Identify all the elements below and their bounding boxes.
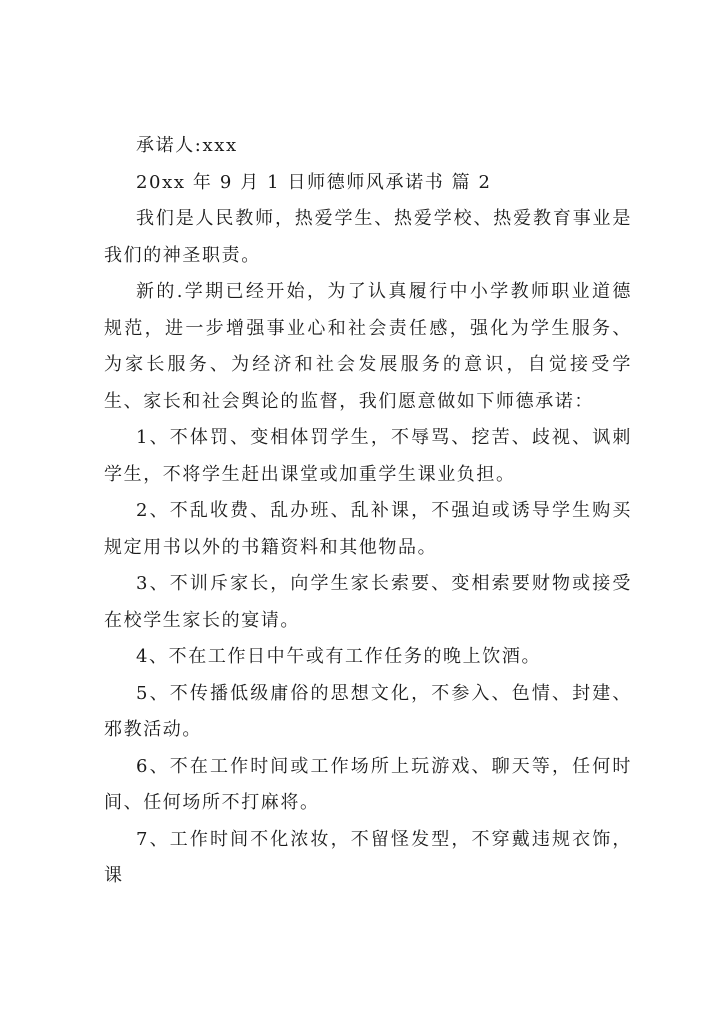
pledge-item-7: 7、工作时间不化浓妆，不留怪发型，不穿戴违规衣饰，课 <box>104 828 632 886</box>
pledge-item-5: 5、不传播低级庸俗的思想文化，不参入、色情、封建、邪教活动。 <box>104 682 632 740</box>
pledge-item-6: 6、不在工作时间或工作场所上玩游戏、聊天等，任何时间、任何场所不打麻将。 <box>104 755 632 813</box>
section-heading: 20xx 年 9 月 1 日师德师风承诺书 篇 2 <box>136 171 492 193</box>
paragraph-intro: 我们是人民教师，热爱学生、热爱学校、热爱教育事业是我们的神圣职责。 <box>104 208 632 266</box>
pledge-item-2: 2、不乱收费、乱办班、乱补课，不强迫或诱导学生购买规定用书以外的书籍资料和其他物品。 <box>104 500 632 558</box>
pledge-item-4: 4、不在工作日中午或有工作任务的晚上饮酒。 <box>136 646 542 667</box>
pledge-item-3: 3、不训斥家长，向学生家长索要、变相索要财物或接受在校学生家长的宴请。 <box>104 573 632 631</box>
document-body <box>104 128 632 895</box>
signer-line: 承诺人:xxx <box>136 135 238 156</box>
pledge-item-1: 1、不体罚、变相体罚学生，不辱骂、挖苦、歧视、讽刺学生，不将学生赶出课堂或加重学生课业负担。 <box>104 427 632 485</box>
paragraph-purpose: 新的.学期已经开始，为了认真履行中小学教师职业道德规范，进一步增强事业心和社会责任感，强化为学生服务、为家长服务、为经济和社会发展服务的意识，自觉接受学生、家长和社会舆论的监督，我们愿意做如下师德承诺： <box>104 281 632 412</box>
